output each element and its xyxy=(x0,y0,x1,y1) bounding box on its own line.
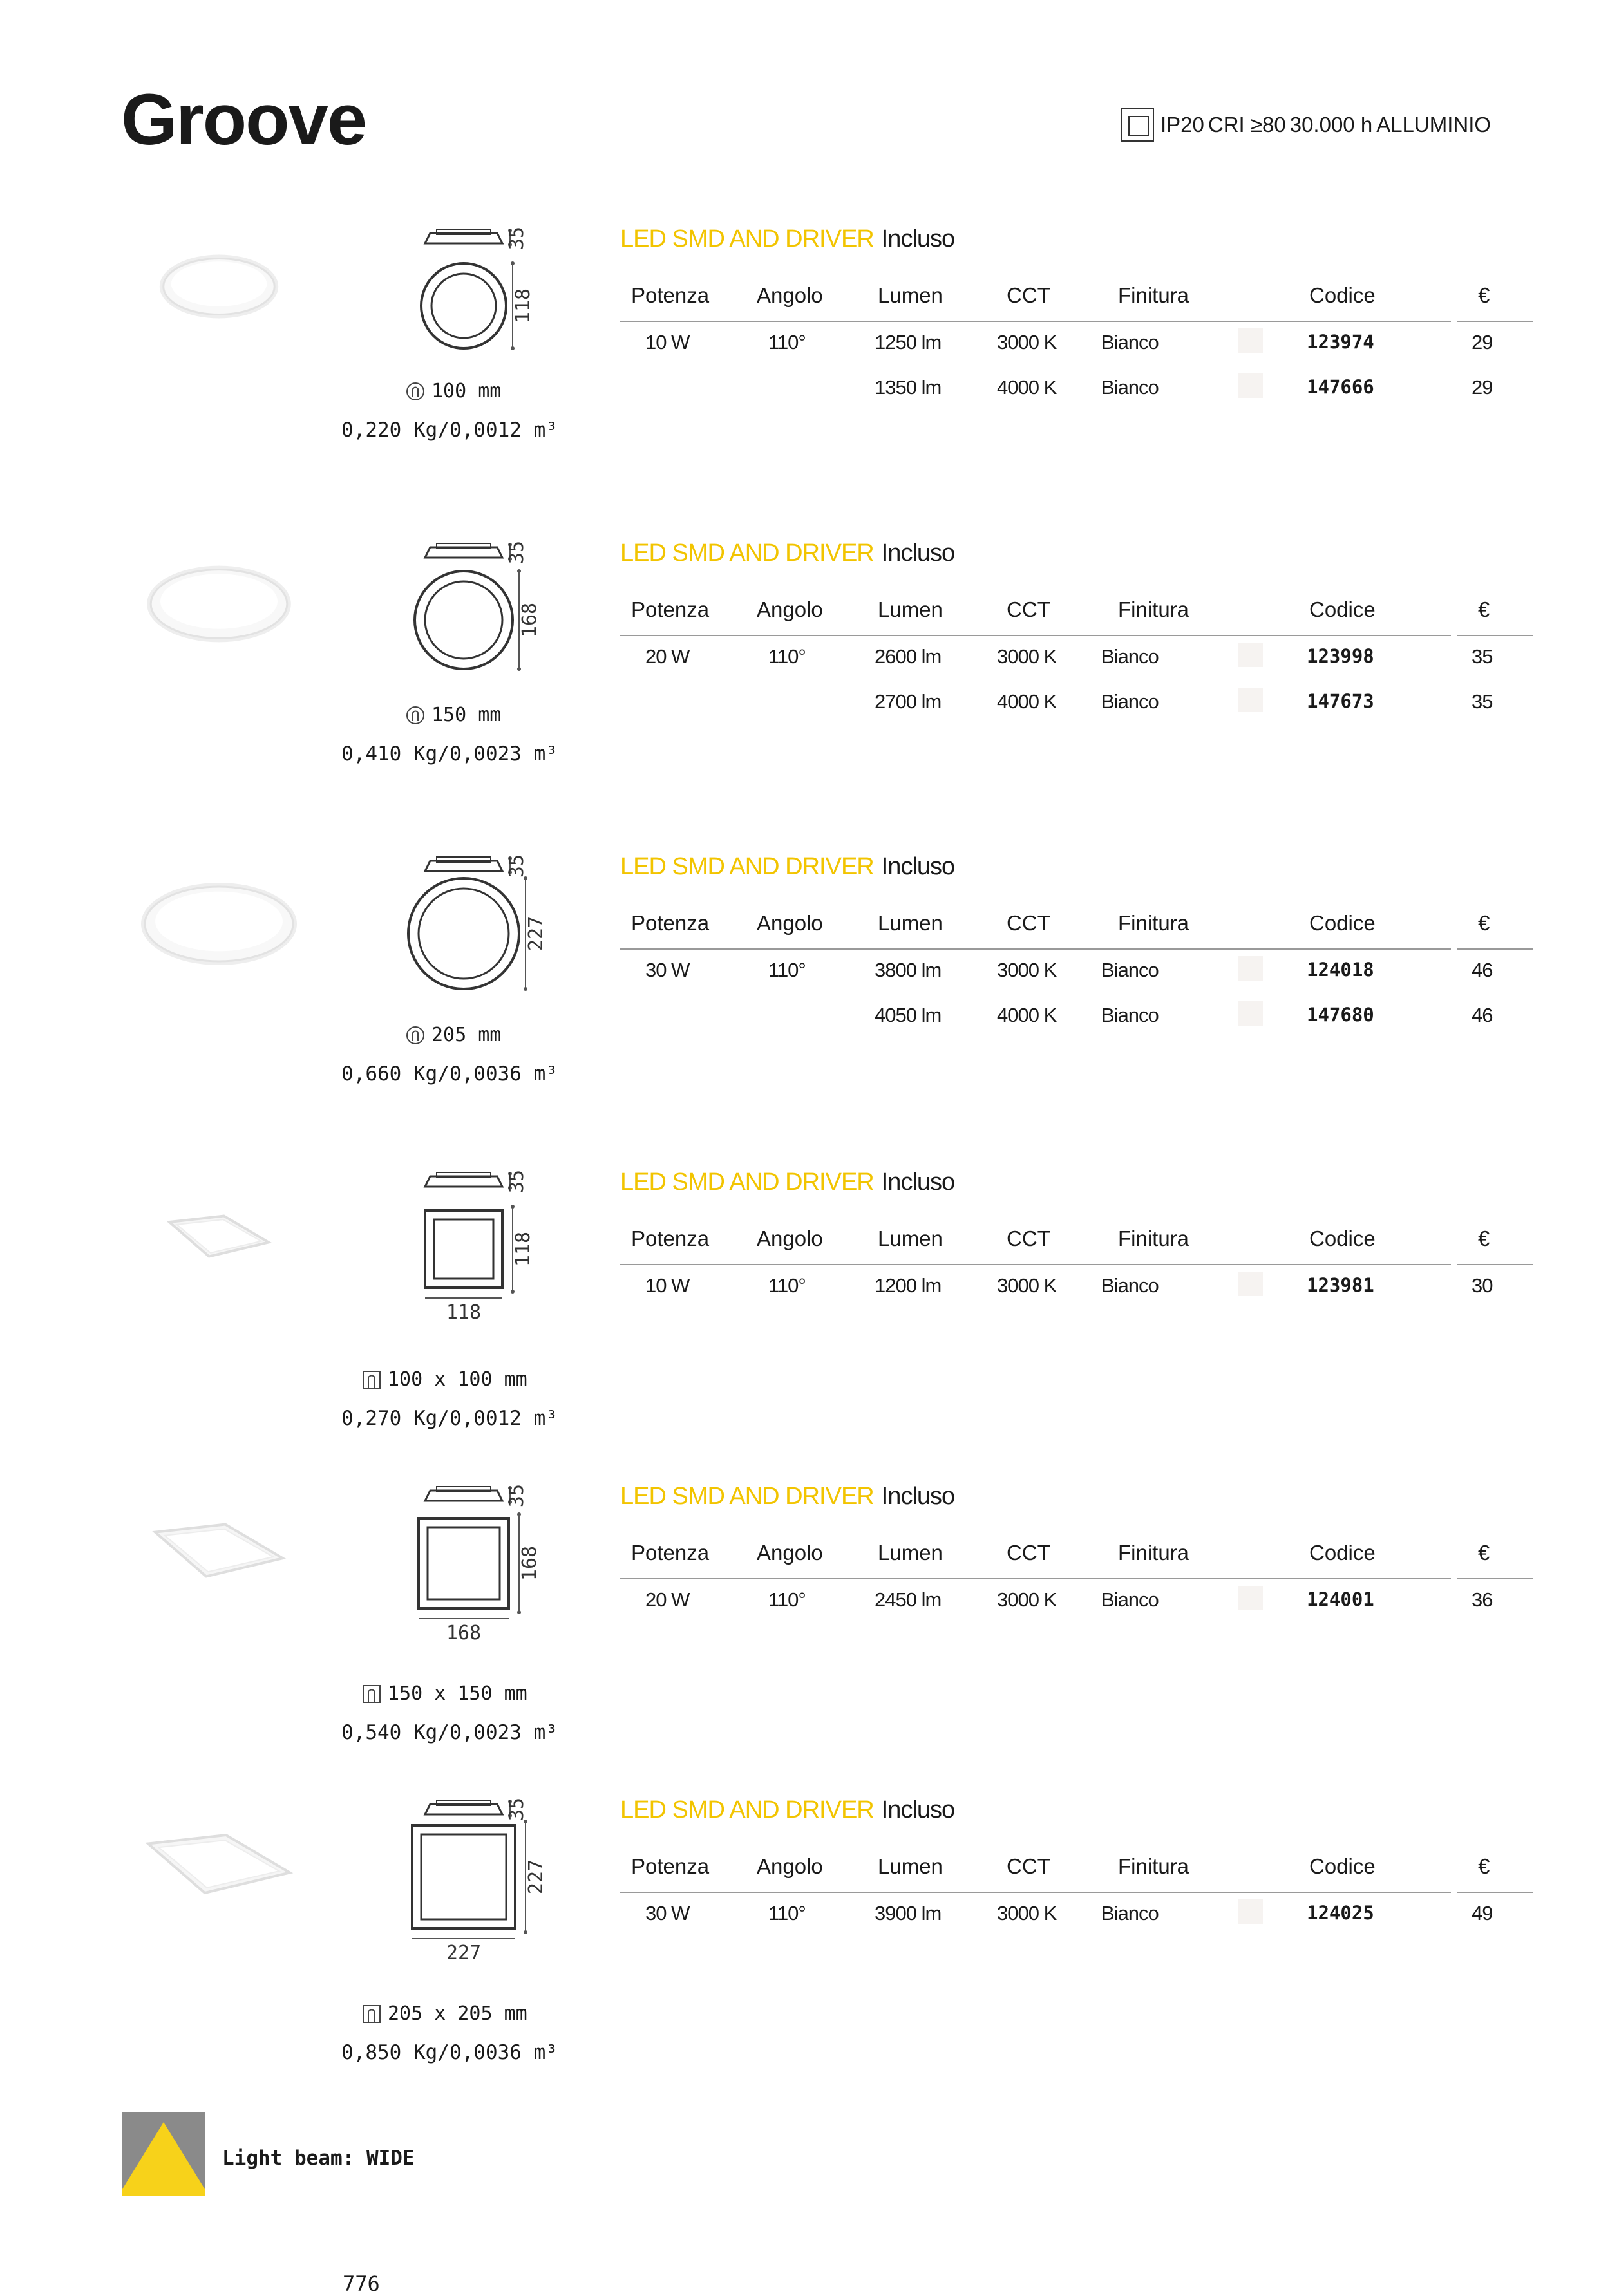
table-header xyxy=(620,1227,1533,1259)
round-cutout-icon xyxy=(406,382,425,401)
square-cutout-icon xyxy=(362,1684,381,1704)
divider xyxy=(620,321,1451,322)
cell-price: 36 xyxy=(1472,1588,1493,1611)
table-row xyxy=(620,959,1533,1004)
cell-power: 20 W xyxy=(645,1588,690,1611)
header-code: Codice xyxy=(1309,1541,1376,1565)
cell-lumen: 2700 lm xyxy=(875,690,942,713)
page-title: Groove xyxy=(121,79,366,160)
product-table xyxy=(620,911,1533,1033)
product-photo xyxy=(122,1483,335,1650)
cell-code: 123981 xyxy=(1307,1274,1374,1296)
technical-drawing xyxy=(399,540,567,707)
led-headline xyxy=(620,1483,954,1510)
cell-code: 124001 xyxy=(1307,1588,1374,1610)
product-photo xyxy=(122,540,335,707)
product-section xyxy=(0,540,1610,842)
table-header xyxy=(620,1854,1533,1887)
weight-volume: 0,540 Kg/0,0023 m³ xyxy=(341,1721,558,1744)
cutout-label: 150 x 150 mm xyxy=(388,1682,527,1705)
product-table xyxy=(620,1854,1533,1932)
height-dimension: 35 xyxy=(506,854,528,878)
product-section xyxy=(0,853,1610,1156)
cell-cct: 3000 K xyxy=(997,1588,1057,1611)
size-dimension: 118 xyxy=(512,288,535,324)
round-cutout-icon xyxy=(406,1026,425,1045)
included-label: Incluso xyxy=(881,540,955,567)
weight-volume: 0,270 Kg/0,0012 m³ xyxy=(341,1407,558,1430)
divider xyxy=(620,1264,1451,1265)
cell-angle: 110° xyxy=(768,1274,806,1297)
square-cutout-icon xyxy=(362,2004,381,2024)
header-lumen: Lumen xyxy=(878,283,943,307)
header-price: € xyxy=(1478,1541,1490,1565)
material: ALLUMINIO xyxy=(1376,113,1492,136)
double-insulation-icon xyxy=(1121,108,1154,142)
cell-lumen: 3900 lm xyxy=(875,1902,942,1924)
header-price: € xyxy=(1478,1854,1490,1878)
header-finish: Finitura xyxy=(1118,911,1189,935)
header-finish: Finitura xyxy=(1118,598,1189,621)
header-power: Potenza xyxy=(631,283,710,307)
header-price: € xyxy=(1478,1227,1490,1250)
led-headline xyxy=(620,225,954,253)
cell-cct: 3000 K xyxy=(997,645,1057,668)
cell-code: 123974 xyxy=(1307,331,1374,353)
finish-swatch xyxy=(1238,688,1263,712)
led-label: LED SMD AND DRIVER xyxy=(620,1169,874,1196)
cell-angle: 110° xyxy=(768,645,806,668)
header-code: Codice xyxy=(1309,911,1376,935)
cell-finish: Bianco xyxy=(1101,959,1159,981)
included-label: Incluso xyxy=(881,1483,955,1510)
header-lumen: Lumen xyxy=(878,1541,943,1565)
product-section xyxy=(0,1796,1610,2099)
header-power: Potenza xyxy=(631,1541,710,1565)
divider xyxy=(620,635,1451,636)
cell-price: 29 xyxy=(1472,376,1493,399)
cell-code: 124025 xyxy=(1307,1902,1374,1924)
ip-rating: IP20 xyxy=(1160,113,1204,136)
cell-lumen: 3800 lm xyxy=(875,959,942,981)
cell-cct: 4000 K xyxy=(997,1004,1057,1026)
cell-angle: 110° xyxy=(768,959,806,981)
height-dimension: 35 xyxy=(506,1797,528,1821)
size-dimension: 227 xyxy=(525,916,547,952)
product-table xyxy=(620,1541,1533,1618)
weight-volume: 0,410 Kg/0,0023 m³ xyxy=(341,742,558,766)
cutout-size xyxy=(406,1024,501,1046)
cell-power: 10 W xyxy=(645,331,690,353)
table-row xyxy=(620,1902,1533,1947)
product-photo xyxy=(122,225,335,393)
technical-drawing xyxy=(399,1483,567,1650)
height-dimension: 35 xyxy=(506,1169,528,1194)
technical-drawing xyxy=(399,1169,567,1336)
square-cutout-icon xyxy=(362,1370,381,1389)
cutout-size xyxy=(406,704,501,726)
led-label: LED SMD AND DRIVER xyxy=(620,225,874,252)
finish-swatch xyxy=(1238,373,1263,398)
table-header xyxy=(620,598,1533,630)
header-power: Potenza xyxy=(631,1854,710,1878)
finish-swatch xyxy=(1238,956,1263,981)
header-lumen: Lumen xyxy=(878,911,943,935)
technical-drawing xyxy=(399,225,567,393)
cell-price: 49 xyxy=(1472,1902,1493,1924)
cell-code: 147666 xyxy=(1307,376,1374,398)
header-code: Codice xyxy=(1309,598,1376,621)
led-headline xyxy=(620,1796,954,1824)
cell-finish: Bianco xyxy=(1101,1588,1159,1611)
cell-code: 123998 xyxy=(1307,645,1374,667)
page-number: 776 xyxy=(343,2272,380,2296)
height-dimension: 35 xyxy=(506,540,528,565)
header-finish: Finitura xyxy=(1118,283,1189,307)
led-label: LED SMD AND DRIVER xyxy=(620,540,874,567)
header-power: Potenza xyxy=(631,911,710,935)
product-section xyxy=(0,225,1610,528)
cutout-size xyxy=(362,2002,527,2025)
header-lumen: Lumen xyxy=(878,1854,943,1878)
light-beam-label: Light beam: WIDE xyxy=(222,2147,415,2170)
finish-swatch xyxy=(1238,1001,1263,1026)
header-finish: Finitura xyxy=(1118,1541,1189,1565)
led-headline xyxy=(620,1169,954,1196)
header-angle: Angolo xyxy=(757,1854,823,1878)
cell-power: 30 W xyxy=(645,959,690,981)
product-photo xyxy=(122,1169,335,1336)
header-price: € xyxy=(1478,283,1490,307)
table-header xyxy=(620,283,1533,315)
cell-power: 10 W xyxy=(645,1274,690,1297)
table-row xyxy=(620,1274,1533,1319)
cell-cct: 3000 K xyxy=(997,959,1057,981)
cutout-size xyxy=(362,1682,527,1705)
header-cct: CCT xyxy=(1007,598,1050,621)
cell-price: 35 xyxy=(1472,645,1493,668)
cell-lumen: 1250 lm xyxy=(875,331,942,353)
divider xyxy=(1457,948,1533,950)
product-table xyxy=(620,598,1533,720)
header-cct: CCT xyxy=(1007,1854,1050,1878)
header-finish: Finitura xyxy=(1118,1854,1189,1878)
cell-cct: 4000 K xyxy=(997,376,1057,399)
cell-finish: Bianco xyxy=(1101,376,1159,399)
height-dimension: 35 xyxy=(506,226,528,250)
header-code: Codice xyxy=(1309,1227,1376,1250)
width-dimension: 118 xyxy=(446,1301,482,1324)
divider xyxy=(620,1892,1451,1893)
product-table xyxy=(620,283,1533,406)
cell-lumen: 1350 lm xyxy=(875,376,942,399)
led-label: LED SMD AND DRIVER xyxy=(620,853,874,880)
technical-drawing xyxy=(399,853,567,1021)
divider xyxy=(1457,1578,1533,1579)
cell-lumen: 4050 lm xyxy=(875,1004,942,1026)
header-code: Codice xyxy=(1309,283,1376,307)
size-dimension: 168 xyxy=(518,1545,541,1581)
cell-angle: 110° xyxy=(768,1902,806,1924)
included-label: Incluso xyxy=(881,853,955,880)
product-section xyxy=(0,1483,1610,1785)
finish-swatch xyxy=(1238,1586,1263,1610)
size-dimension: 118 xyxy=(512,1231,535,1267)
cell-cct: 3000 K xyxy=(997,331,1057,353)
table-header xyxy=(620,1541,1533,1573)
product-table xyxy=(620,1227,1533,1304)
divider xyxy=(1457,1892,1533,1893)
cell-price: 35 xyxy=(1472,690,1493,713)
cell-power: 20 W xyxy=(645,645,690,668)
cell-code: 147680 xyxy=(1307,1004,1374,1026)
led-headline xyxy=(620,540,954,567)
cell-cct: 4000 K xyxy=(997,690,1057,713)
header-angle: Angolo xyxy=(757,598,823,621)
cutout-label: 150 mm xyxy=(431,704,502,726)
cutout-label: 205 x 205 mm xyxy=(388,2002,527,2025)
divider xyxy=(620,1578,1451,1579)
product-photo xyxy=(122,1796,335,1964)
product-section xyxy=(0,1169,1610,1471)
header-angle: Angolo xyxy=(757,911,823,935)
table-row xyxy=(620,331,1533,376)
weight-volume: 0,850 Kg/0,0036 m³ xyxy=(341,2041,558,2064)
cell-finish: Bianco xyxy=(1101,1902,1159,1924)
table-row xyxy=(620,1588,1533,1633)
header-cct: CCT xyxy=(1007,283,1050,307)
light-beam-icon xyxy=(122,2112,205,2196)
led-headline xyxy=(620,853,954,881)
cell-angle: 110° xyxy=(768,331,806,353)
cutout-size xyxy=(406,380,501,402)
header-lumen: Lumen xyxy=(878,1227,943,1250)
cell-lumen: 1200 lm xyxy=(875,1274,942,1297)
table-row xyxy=(620,690,1533,735)
round-cutout-icon xyxy=(406,706,425,725)
cell-price: 29 xyxy=(1472,331,1493,353)
header-cct: CCT xyxy=(1007,1227,1050,1250)
cell-cct: 3000 K xyxy=(997,1274,1057,1297)
spec-strip xyxy=(1121,108,1491,142)
height-dimension: 35 xyxy=(506,1483,528,1508)
header-power: Potenza xyxy=(631,598,710,621)
cell-angle: 110° xyxy=(768,1588,806,1611)
divider xyxy=(1457,1264,1533,1265)
header-finish: Finitura xyxy=(1118,1227,1189,1250)
finish-swatch xyxy=(1238,643,1263,667)
divider xyxy=(620,948,1451,950)
header-lumen: Lumen xyxy=(878,598,943,621)
weight-volume: 0,220 Kg/0,0012 m³ xyxy=(341,419,558,442)
product-photo xyxy=(122,853,335,1021)
weight-volume: 0,660 Kg/0,0036 m³ xyxy=(341,1062,558,1086)
cell-price: 46 xyxy=(1472,1004,1493,1026)
cutout-label: 100 x 100 mm xyxy=(388,1368,527,1391)
cell-lumen: 2600 lm xyxy=(875,645,942,668)
header-code: Codice xyxy=(1309,1854,1376,1878)
header-cct: CCT xyxy=(1007,911,1050,935)
width-dimension: 168 xyxy=(446,1622,482,1644)
led-label: LED SMD AND DRIVER xyxy=(620,1483,874,1510)
finish-swatch xyxy=(1238,1899,1263,1924)
cell-lumen: 2450 lm xyxy=(875,1588,942,1611)
finish-swatch xyxy=(1238,1272,1263,1296)
technical-drawing xyxy=(399,1796,567,1964)
cell-cct: 3000 K xyxy=(997,1902,1057,1924)
cutout-label: 100 mm xyxy=(431,380,502,402)
header-cct: CCT xyxy=(1007,1541,1050,1565)
cutout-size xyxy=(362,1368,527,1391)
cell-price: 30 xyxy=(1472,1274,1493,1297)
header-angle: Angolo xyxy=(757,1227,823,1250)
divider xyxy=(1457,635,1533,636)
cri-rating: CRI ≥80 xyxy=(1208,113,1286,136)
cell-finish: Bianco xyxy=(1101,645,1159,668)
size-dimension: 168 xyxy=(518,602,541,638)
header-angle: Angolo xyxy=(757,283,823,307)
cell-code: 124018 xyxy=(1307,959,1374,981)
cutout-label: 205 mm xyxy=(431,1024,502,1046)
cell-price: 46 xyxy=(1472,959,1493,981)
divider xyxy=(1457,321,1533,322)
led-label: LED SMD AND DRIVER xyxy=(620,1796,874,1823)
table-row xyxy=(620,376,1533,421)
header-power: Potenza xyxy=(631,1227,710,1250)
cell-code: 147673 xyxy=(1307,690,1374,712)
included-label: Incluso xyxy=(881,1169,955,1196)
table-header xyxy=(620,911,1533,943)
table-row xyxy=(620,645,1533,690)
cell-finish: Bianco xyxy=(1101,1274,1159,1297)
cell-finish: Bianco xyxy=(1101,690,1159,713)
width-dimension: 227 xyxy=(446,1942,482,1964)
header-price: € xyxy=(1478,598,1490,621)
cell-finish: Bianco xyxy=(1101,1004,1159,1026)
size-dimension: 227 xyxy=(525,1859,547,1895)
header-price: € xyxy=(1478,911,1490,935)
table-row xyxy=(620,1004,1533,1049)
finish-swatch xyxy=(1238,328,1263,353)
cell-power: 30 W xyxy=(645,1902,690,1924)
header-angle: Angolo xyxy=(757,1541,823,1565)
included-label: Incluso xyxy=(881,1796,955,1823)
included-label: Incluso xyxy=(881,225,955,252)
cell-finish: Bianco xyxy=(1101,331,1159,353)
lifetime: 30.000 h xyxy=(1289,113,1373,136)
